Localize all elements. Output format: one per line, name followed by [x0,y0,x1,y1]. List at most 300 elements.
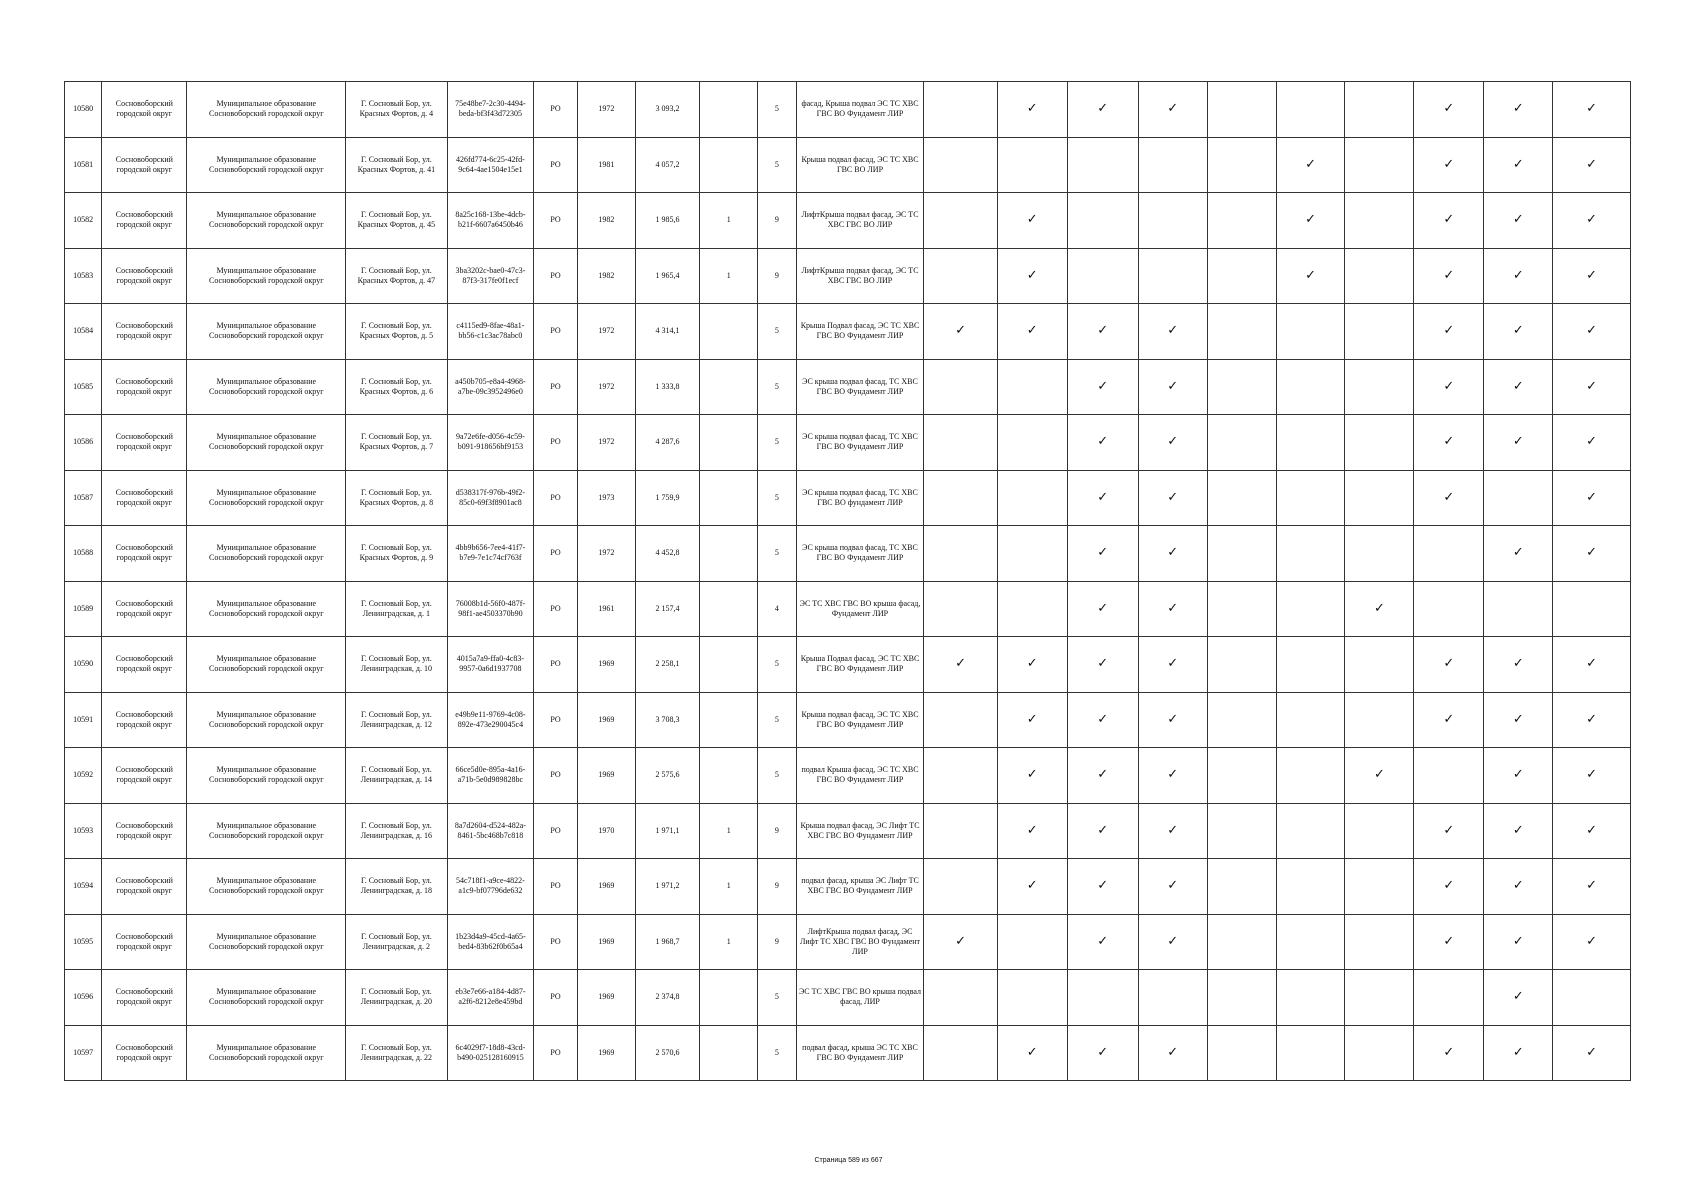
work-check-cell [1345,970,1414,1026]
work-check-cell [997,803,1067,859]
planned-works-cell: подвал фасад, крыша ЭС ТС ХВС ГВС ВО Фундамент ЛИР [796,1025,924,1081]
work-check-cell [1414,304,1484,360]
build-year-cell: 1961 [577,581,635,637]
fund-form-cell: РО [534,637,578,693]
total-area-cell: 4 452,8 [635,526,700,582]
work-check-cell [1067,692,1138,748]
house-guid-cell: d538317f-976b-49f2-85c0-69f3f8901ac8 [447,470,533,526]
checkmark-icon: ✓ [1586,489,1598,505]
district-cell: Сосновоборский городской округ [102,637,187,693]
work-check-cell [1345,914,1414,970]
build-year-cell: 1969 [577,637,635,693]
work-check-cell [1067,1025,1138,1081]
checkmark-icon: ✓ [955,933,967,949]
fund-form-cell: РО [534,692,578,748]
work-check-cell [1414,193,1484,249]
checkmark-icon: ✓ [1443,1044,1455,1060]
table-row [65,82,1631,138]
checkmark-icon: ✓ [955,323,967,339]
build-year-cell: 1981 [577,137,635,193]
checkmark-icon: ✓ [1443,378,1455,394]
work-check-cell [1414,581,1484,637]
work-check-cell [1345,1025,1414,1081]
house-guid-cell: 8a25c168-13be-4dcb-b21f-6607a6450b46 [447,193,533,249]
planned-works-cell: ЭС крыша подвал фасад, ТС ХВС ГВС ВО Фундамент ЛИР [796,415,924,471]
checkmark-icon: ✓ [1373,600,1385,616]
work-check-cell [1484,193,1553,249]
floor-count-cell: 5 [758,359,796,415]
district-cell: Сосновоборский городской округ [102,748,187,804]
table-row [65,248,1631,304]
record-id-cell: 10595 [65,914,102,970]
work-check-cell [1067,859,1138,915]
fund-form-cell: РО [534,859,578,915]
checkmark-icon: ✓ [1586,378,1598,394]
work-check-cell [1553,470,1631,526]
lift-count-cell [700,137,758,193]
work-check-cell [1553,526,1631,582]
district-cell: Сосновоборский городской округ [102,359,187,415]
work-check-cell [1414,970,1484,1026]
work-check-cell [1067,248,1138,304]
house-guid-cell: 76008b1d-56f0-487f-98f1-ae4503370b90 [447,581,533,637]
lift-count-cell [700,748,758,804]
municipality-cell: Муниципальное образование Сосновоборский городской округ [187,304,346,360]
address-cell: Г. Сосновый Бор, ул. Ленинградская, д. 1 [346,581,448,637]
work-check-cell [1414,248,1484,304]
checkmark-icon: ✓ [1097,323,1109,339]
work-check-cell [997,248,1067,304]
checkmark-icon: ✓ [1512,434,1524,450]
checkmark-icon: ✓ [1026,1044,1038,1060]
work-check-cell [1414,1025,1484,1081]
work-check-cell [1276,82,1345,138]
checkmark-icon: ✓ [1097,933,1109,949]
work-check-cell [924,970,997,1026]
build-year-cell: 1970 [577,803,635,859]
planned-works-cell: ЭС крыша подвал фасад, ТС ХВС ГВС ВО фундамент ЛИР [796,470,924,526]
work-check-cell [1484,859,1553,915]
municipality-cell: Муниципальное образование Сосновоборский городской округ [187,970,346,1026]
record-id-cell: 10580 [65,82,102,138]
record-id-cell: 10581 [65,137,102,193]
work-check-cell [1207,581,1276,637]
work-check-cell [924,859,997,915]
build-year-cell: 1969 [577,859,635,915]
work-check-cell [1138,970,1207,1026]
checkmark-icon: ✓ [1026,822,1038,838]
municipality-cell: Муниципальное образование Сосновоборский городской округ [187,859,346,915]
checkmark-icon: ✓ [1026,767,1038,783]
checkmark-icon: ✓ [1512,656,1524,672]
lift-count-cell: 1 [700,859,758,915]
checkmark-icon: ✓ [1512,822,1524,838]
fund-form-cell: РО [534,970,578,1026]
floor-count-cell: 4 [758,581,796,637]
checkmark-icon: ✓ [1443,434,1455,450]
work-check-cell [1138,137,1207,193]
work-check-cell [924,359,997,415]
table-row [65,470,1631,526]
build-year-cell: 1982 [577,193,635,249]
work-check-cell [1207,304,1276,360]
work-check-cell [1207,415,1276,471]
checkmark-icon: ✓ [1512,989,1524,1005]
work-check-cell [1207,359,1276,415]
district-cell: Сосновоборский городской округ [102,803,187,859]
table-row [65,193,1631,249]
work-check-cell [1345,415,1414,471]
checkmark-icon: ✓ [1512,378,1524,394]
table-row [65,803,1631,859]
work-check-cell [1553,415,1631,471]
total-area-cell: 2 157,4 [635,581,700,637]
work-check-cell [997,415,1067,471]
address-cell: Г. Сосновый Бор, ул. Ленинградская, д. 14 [346,748,448,804]
planned-works-cell: ЛифтКрыша подвал фасад, ЭС ТС ХВС ГВС ВО ЛИР [796,248,924,304]
floor-count-cell: 5 [758,82,796,138]
municipality-cell: Муниципальное образование Сосновоборский городской округ [187,359,346,415]
floor-count-cell: 9 [758,248,796,304]
build-year-cell: 1969 [577,970,635,1026]
work-check-cell [1276,526,1345,582]
checkmark-icon: ✓ [1512,1044,1524,1060]
record-id-cell: 10597 [65,1025,102,1081]
work-check-cell [1484,970,1553,1026]
checkmark-icon: ✓ [1305,156,1316,172]
checkmark-icon: ✓ [1167,711,1179,727]
work-check-cell [924,692,997,748]
work-check-cell [1414,914,1484,970]
house-guid-cell: 75e48be7-2c30-4494-beda-bf3f43d72305 [447,82,533,138]
work-check-cell [1276,581,1345,637]
fund-form-cell: РО [534,803,578,859]
municipality-cell: Муниципальное образование Сосновоборский городской округ [187,248,346,304]
checkmark-icon: ✓ [1167,545,1179,561]
work-check-cell [1553,193,1631,249]
planned-works-cell: Крыша подвал фасад, ЭС ТС ХВС ГВС ВО Фундамент ЛИР [796,692,924,748]
checkmark-icon: ✓ [1512,933,1524,949]
checkmark-icon: ✓ [1167,378,1179,394]
work-check-cell [1138,748,1207,804]
table-row [65,526,1631,582]
record-id-cell: 10590 [65,637,102,693]
checkmark-icon: ✓ [1097,878,1109,894]
table-body [65,82,1631,1081]
work-check-cell [1276,970,1345,1026]
planned-works-cell: Крыша Подвал фасад, ЭС ТС ХВС ГВС ВО Фундамент ЛИР [796,304,924,360]
build-year-cell: 1972 [577,359,635,415]
total-area-cell: 3 708,3 [635,692,700,748]
total-area-cell: 1 985,6 [635,193,700,249]
work-check-cell [997,748,1067,804]
checkmark-icon: ✓ [1305,212,1316,228]
work-check-cell [1484,803,1553,859]
work-check-cell [924,1025,997,1081]
lift-count-cell: 1 [700,914,758,970]
work-check-cell [1553,748,1631,804]
planned-works-cell: ЛифтКрыша подвал фасад, ЭС Лифт ТС ХВС ГВС ВО Фундамент ЛИР [796,914,924,970]
work-check-cell [1553,637,1631,693]
work-check-cell [997,193,1067,249]
planned-works-cell: ЭС крыша подвал фасад, ТС ХВС ГВС ВО Фундамент ЛИР [796,359,924,415]
fund-form-cell: РО [534,359,578,415]
floor-count-cell: 5 [758,415,796,471]
work-check-cell [1414,692,1484,748]
district-cell: Сосновоборский городской округ [102,859,187,915]
work-check-cell [924,137,997,193]
work-check-cell [1067,470,1138,526]
work-check-cell [924,470,997,526]
work-check-cell [1138,1025,1207,1081]
house-guid-cell: 54c718f1-a9ce-4822-a1c9-bf07796de632 [447,859,533,915]
work-check-cell [1484,581,1553,637]
work-check-cell [997,970,1067,1026]
table-row [65,859,1631,915]
checkmark-icon: ✓ [1026,101,1038,117]
work-check-cell [1207,470,1276,526]
record-id-cell: 10582 [65,193,102,249]
build-year-cell: 1969 [577,1025,635,1081]
work-check-cell [924,914,997,970]
work-check-cell [1553,82,1631,138]
work-check-cell [1345,692,1414,748]
work-check-cell [1207,248,1276,304]
work-check-cell [1484,359,1553,415]
planned-works-cell: подвал Крыша фасад, ЭС ТС ХВС ГВС ВО Фундамент ЛИР [796,748,924,804]
work-check-cell [1067,914,1138,970]
lift-count-cell [700,82,758,138]
work-check-cell [1138,803,1207,859]
lift-count-cell: 1 [700,193,758,249]
work-check-cell [1276,1025,1345,1081]
municipality-cell: Муниципальное образование Сосновоборский городской округ [187,581,346,637]
district-cell: Сосновоборский городской округ [102,470,187,526]
work-check-cell [1484,470,1553,526]
work-check-cell [1276,859,1345,915]
planned-works-cell: Крыша Подвал фасад, ЭС ТС ХВС ГВС ВО Фундамент ЛИР [796,637,924,693]
fund-form-cell: РО [534,470,578,526]
work-check-cell [1067,637,1138,693]
checkmark-icon: ✓ [1443,156,1455,172]
record-id-cell: 10587 [65,470,102,526]
work-check-cell [1067,137,1138,193]
build-year-cell: 1972 [577,304,635,360]
work-check-cell [1345,581,1414,637]
build-year-cell: 1969 [577,692,635,748]
work-check-cell [1345,859,1414,915]
floor-count-cell: 5 [758,137,796,193]
record-id-cell: 10584 [65,304,102,360]
total-area-cell: 1 333,8 [635,359,700,415]
work-check-cell [1067,526,1138,582]
checkmark-icon: ✓ [1586,933,1598,949]
build-year-cell: 1972 [577,415,635,471]
work-check-cell [924,248,997,304]
work-check-cell [1067,803,1138,859]
floor-count-cell: 5 [758,970,796,1026]
work-check-cell [997,359,1067,415]
work-check-cell [1414,803,1484,859]
work-check-cell [1345,470,1414,526]
work-check-cell [997,304,1067,360]
table-row [65,581,1631,637]
work-check-cell [1067,970,1138,1026]
lift-count-cell [700,359,758,415]
work-check-cell [1553,581,1631,637]
district-cell: Сосновоборский городской округ [102,692,187,748]
fund-form-cell: РО [534,1025,578,1081]
work-check-cell [1276,304,1345,360]
record-id-cell: 10596 [65,970,102,1026]
work-check-cell [1553,970,1631,1026]
checkmark-icon: ✓ [1586,822,1598,838]
work-check-cell [1067,581,1138,637]
checkmark-icon: ✓ [1443,101,1455,117]
total-area-cell: 1 971,2 [635,859,700,915]
record-id-cell: 10591 [65,692,102,748]
work-check-cell [1553,914,1631,970]
total-area-cell: 1 971,1 [635,803,700,859]
record-id-cell: 10592 [65,748,102,804]
total-area-cell: 3 093,2 [635,82,700,138]
municipality-cell: Муниципальное образование Сосновоборский городской округ [187,748,346,804]
checkmark-icon: ✓ [1167,1044,1179,1060]
total-area-cell: 1 968,7 [635,914,700,970]
work-check-cell [997,914,1067,970]
lift-count-cell [700,1025,758,1081]
work-check-cell [1553,692,1631,748]
checkmark-icon: ✓ [1097,545,1109,561]
build-year-cell: 1972 [577,526,635,582]
checkmark-icon: ✓ [1167,600,1179,616]
work-check-cell [1345,137,1414,193]
lift-count-cell [700,304,758,360]
checkmark-icon: ✓ [1443,656,1455,672]
house-guid-cell: 6c4029f7-18d8-43cd-b490-025128160915 [447,1025,533,1081]
planned-works-cell: ЭС крыша подвал фасад, ТС ХВС ГВС ВО Фундамент ЛИР [796,526,924,582]
checkmark-icon: ✓ [1097,656,1109,672]
work-check-cell [1484,1025,1553,1081]
work-check-cell [1138,193,1207,249]
work-check-cell [1138,304,1207,360]
build-year-cell: 1969 [577,748,635,804]
total-area-cell: 2 258,1 [635,637,700,693]
checkmark-icon: ✓ [1167,101,1179,117]
work-check-cell [1067,82,1138,138]
checkmark-icon: ✓ [1167,822,1179,838]
checkmark-icon: ✓ [1097,711,1109,727]
work-check-cell [1414,526,1484,582]
work-check-cell [1207,859,1276,915]
work-check-cell [1138,248,1207,304]
work-check-cell [1345,637,1414,693]
floor-count-cell: 9 [758,193,796,249]
checkmark-icon: ✓ [1097,822,1109,838]
total-area-cell: 4 287,6 [635,415,700,471]
district-cell: Сосновоборский городской округ [102,581,187,637]
fund-form-cell: РО [534,581,578,637]
district-cell: Сосновоборский городской округ [102,970,187,1026]
checkmark-icon: ✓ [1443,489,1455,505]
checkmark-icon: ✓ [1097,378,1109,394]
work-check-cell [1414,859,1484,915]
checkmark-icon: ✓ [1512,323,1524,339]
checkmark-icon: ✓ [1097,101,1109,117]
floor-count-cell: 5 [758,1025,796,1081]
address-cell: Г. Сосновый Бор, ул. Ленинградская, д. 10 [346,637,448,693]
district-cell: Сосновоборский городской округ [102,304,187,360]
district-cell: Сосновоборский городской округ [102,914,187,970]
fund-form-cell: РО [534,304,578,360]
floor-count-cell: 5 [758,637,796,693]
planned-works-cell: фасад, Крыша подвал ЭС ТС ХВС ГВС ВО Фундамент ЛИР [796,82,924,138]
checkmark-icon: ✓ [1026,267,1038,283]
work-check-cell [1138,914,1207,970]
work-check-cell [1207,914,1276,970]
district-cell: Сосновоборский городской округ [102,137,187,193]
floor-count-cell: 5 [758,470,796,526]
house-guid-cell: 8a7d2604-d524-482a-8461-5bc468b7c818 [447,803,533,859]
work-check-cell [997,637,1067,693]
municipality-cell: Муниципальное образование Сосновоборский городской округ [187,82,346,138]
work-check-cell [1484,692,1553,748]
fund-form-cell: РО [534,748,578,804]
address-cell: Г. Сосновый Бор, ул. Красных Фортов, д. 9 [346,526,448,582]
floor-count-cell: 9 [758,914,796,970]
housing-register-table [64,81,1631,1081]
work-check-cell [1345,748,1414,804]
lift-count-cell: 1 [700,803,758,859]
fund-form-cell: РО [534,82,578,138]
address-cell: Г. Сосновый Бор, ул. Ленинградская, д. 16 [346,803,448,859]
checkmark-icon: ✓ [1167,656,1179,672]
work-check-cell [1484,304,1553,360]
work-check-cell [1138,82,1207,138]
checkmark-icon: ✓ [1167,323,1179,339]
address-cell: Г. Сосновый Бор, ул. Ленинградская, д. 20 [346,970,448,1026]
total-area-cell: 4 057,2 [635,137,700,193]
district-cell: Сосновоборский городской округ [102,415,187,471]
floor-count-cell: 9 [758,859,796,915]
work-check-cell [1484,82,1553,138]
checkmark-icon: ✓ [1097,489,1109,505]
total-area-cell: 2 374,8 [635,970,700,1026]
work-check-cell [1414,637,1484,693]
work-check-cell [1067,748,1138,804]
work-check-cell [1276,637,1345,693]
checkmark-icon: ✓ [1512,767,1524,783]
planned-works-cell: ЛифтКрыша подвал фасад, ЭС ТС ХВС ГВС ВО ЛИР [796,193,924,249]
work-check-cell [924,82,997,138]
work-check-cell [1207,82,1276,138]
district-cell: Сосновоборский городской округ [102,1025,187,1081]
lift-count-cell [700,470,758,526]
house-guid-cell: e49b9e11-9769-4c08-892e-473e290045c4 [447,692,533,748]
table-row [65,1025,1631,1081]
table-row [65,748,1631,804]
page-number: Страница 589 из 667 [814,1157,883,1164]
work-check-cell [1207,970,1276,1026]
municipality-cell: Муниципальное образование Сосновоборский городской округ [187,415,346,471]
work-check-cell [997,137,1067,193]
work-check-cell [1276,248,1345,304]
checkmark-icon: ✓ [1097,767,1109,783]
table-row [65,692,1631,748]
table-row [65,637,1631,693]
checkmark-icon: ✓ [1097,600,1109,616]
address-cell: Г. Сосновый Бор, ул. Ленинградская, д. 18 [346,859,448,915]
